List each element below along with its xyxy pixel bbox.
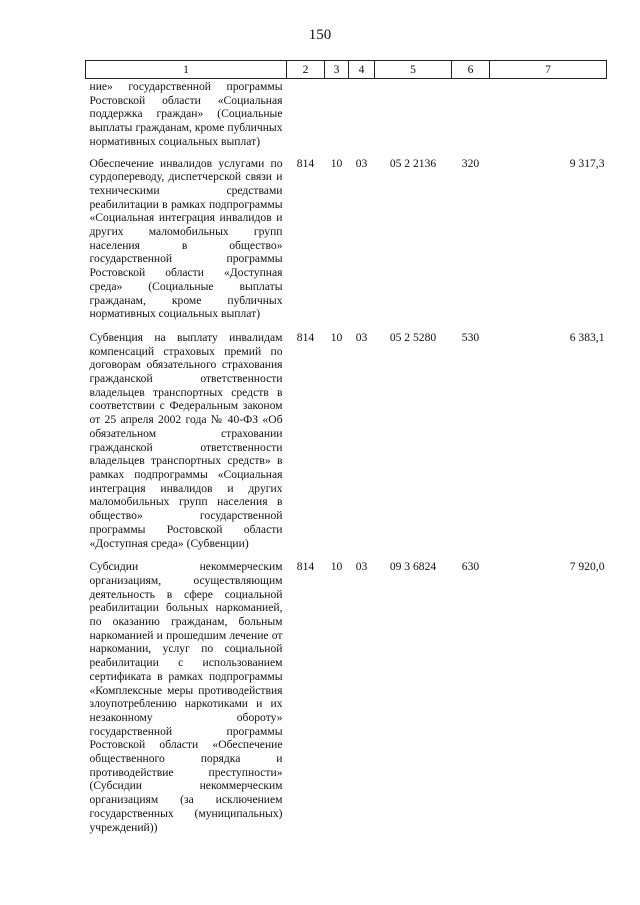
column-header: 7 — [490, 61, 607, 79]
row-amount: 6 383,1 — [569, 330, 605, 344]
row-ministry: 814 — [296, 560, 315, 574]
row-target-article: 05 2 2136 — [389, 156, 437, 170]
row-ministry: 814 — [296, 156, 315, 170]
row-subsection: 03 — [355, 330, 368, 344]
row-section: 10 — [330, 156, 343, 170]
table-row — [86, 79, 607, 157]
row-section — [325, 79, 349, 157]
row-target-article — [375, 79, 452, 157]
column-header: 3 — [325, 61, 349, 79]
row-description: Субсидии некоммерческим организациям, осуществляющим деятельность в сфере социальной реабилитации больных наркоманией, по оказанию гражданам, больным наркоманией и прошедшим лечение от наркомании, услуг по социальной реабилитации с использованием сертификата в рамках подпрограммы «Комплексные меры противодействия злоупотреблению наркотиками и их незаконному обороту» государственной программы Ростовской области «Обеспечение общественного порядка и противодействие преступности» (Субсидии некоммерческим организациям (за исключением государственных (муниципальных) учреждений)) — [89, 560, 283, 834]
row-description: Субвенция на выплату инвалидам компенсаций страховых премий по договорам обязательного страхования гражданской ответственности владельцев транспортных средств в соответствии с Федеральным законом от 25 апреля 2002 года № 40-ФЗ «Об обязательном страховании гражданской ответственности владельцев транспортных средств» в рамках подпрограммы «Социальная интеграция инвалидов и других маломобильных групп населения в общество» государственной программы Ростовской области «Доступная среда» (Субвенции) — [89, 330, 283, 550]
row-section: 10 — [330, 330, 343, 344]
column-header: 4 — [349, 61, 375, 79]
column-header: 2 — [287, 61, 325, 79]
budget-table — [85, 60, 607, 844]
row-subsection: 03 — [355, 156, 368, 170]
row-amount: 7 920,0 — [569, 560, 605, 574]
row-expense-type — [452, 79, 490, 157]
row-expense-type: 320 — [461, 156, 480, 170]
row-amount: 9 317,3 — [569, 156, 605, 170]
row-section: 10 — [330, 560, 343, 574]
table-row — [86, 157, 607, 331]
row-amount — [490, 79, 607, 157]
row-subsection: 03 — [355, 560, 368, 574]
row-ministry: 814 — [296, 330, 315, 344]
table-row — [86, 331, 607, 560]
page-number: 150 — [308, 27, 332, 43]
row-target-article: 09 3 6824 — [389, 560, 437, 574]
row-target-article: 05 2 5280 — [389, 330, 437, 344]
row-description: Обеспечение инвалидов услугами по сурдопереводу, диспетчерской связи и техническими средствами реабилитации в рамках подпрограммы «Социальная интеграция инвалидов и других маломобильных групп населения в общество» государственной программы Ростовской области «Доступная среда» (Социальные выплаты гражданам, кроме публичных нормативных социальных выплат) — [89, 156, 283, 321]
column-header: 6 — [452, 61, 490, 79]
table-header-row — [86, 61, 607, 79]
column-header: 5 — [375, 61, 452, 79]
column-header: 1 — [86, 61, 287, 79]
row-description: ние» государственной программы Ростовской области «Социальная поддержка граждан» (Социальные выплаты гражданам, кроме публичных нормативных социальных выплат) — [89, 80, 283, 148]
row-subsection — [349, 79, 375, 157]
row-expense-type: 630 — [461, 560, 480, 574]
row-expense-type: 530 — [461, 330, 480, 344]
table-row — [86, 560, 607, 844]
row-ministry — [287, 79, 325, 157]
